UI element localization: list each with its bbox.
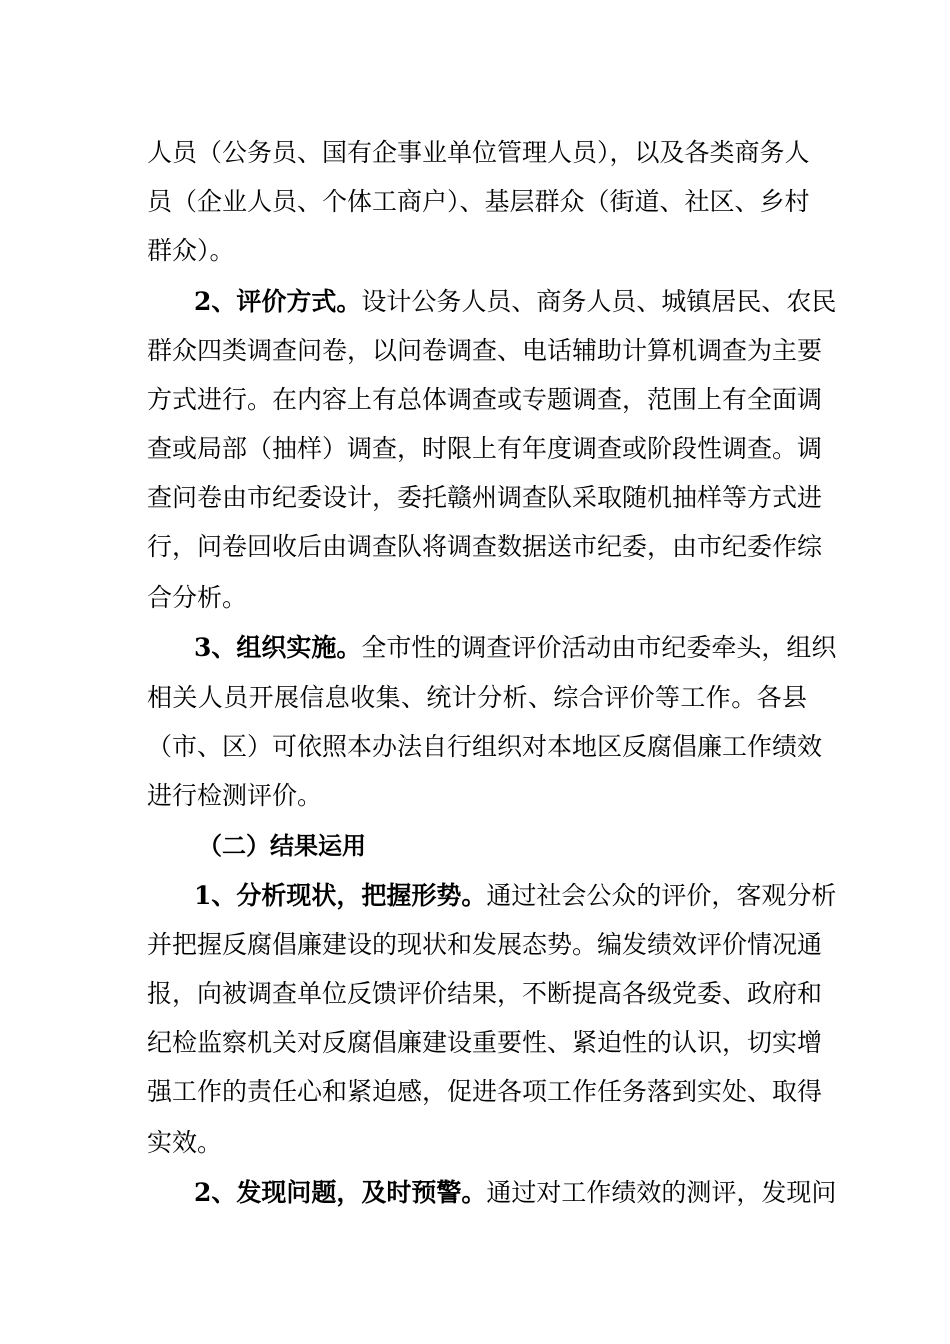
- paragraph-first-line: [194, 871, 837, 921]
- text-line: 人员（公务员、国有企事业单位管理人员），以及各类商务人: [147, 138, 810, 167]
- text-line: 强工作的责任心和紧迫感，促进各项工作任务落到实处、取得: [147, 1077, 823, 1106]
- text-line: 相关人员开展信息收集、统计分析、综合评价等工作。各县: [147, 683, 807, 712]
- text-line: 群众）。: [147, 236, 235, 265]
- paragraph-text: 设计公务人员、商务人员、城镇居民、农民: [361, 287, 837, 316]
- text-line: 并把握反腐倡廉建设的现状和发展态势。编发绩效评价情况通: [147, 930, 823, 959]
- text-line: 员（企业人员、个体工商户）、基层群众（街道、社区、乡村: [147, 187, 810, 216]
- text-line: 群众四类调查问卷，以问卷调查、电话辅助计算机调查为主要: [147, 336, 823, 365]
- paragraph-heading: 2、评价方式。: [194, 287, 362, 316]
- text-line: 方式进行。在内容上有总体调查或专题调查，范围上有全面调: [147, 385, 823, 414]
- text-line: 查问卷由市纪委设计，委托赣州调查队采取随机抽样等方式进: [147, 483, 823, 512]
- paragraph-text: 全市性的调查评价活动由市纪委牵头，组织: [361, 633, 837, 662]
- text-line: 纪检监察机关对反腐倡廉建设重要性、紧迫性的认识，切实增: [147, 1028, 823, 1057]
- text-line: 进行检测评价。: [147, 781, 323, 810]
- text-line: （市、区）可依照本办法自行组织对本地区反腐倡廉工作绩效: [147, 732, 823, 761]
- paragraph-text: 通过对工作绩效的测评，发现问: [486, 1178, 837, 1207]
- paragraph-text: 通过社会公众的评价，客观分析: [486, 881, 837, 910]
- text-line: 报，向被调查单位反馈评价结果，不断提高各级党委、政府和: [147, 979, 823, 1008]
- paragraph-heading: 1、分析现状，把握形势。: [194, 881, 487, 910]
- paragraph-heading: 2、发现问题，及时预警。: [194, 1178, 487, 1207]
- paragraph-heading: 3、组织实施。: [194, 633, 362, 662]
- paragraph-first-line: [194, 1168, 837, 1218]
- paragraph-first-line: [194, 623, 837, 673]
- text-line: 查或局部（抽样）调查，时限上有年度调查或阶段性调查。调: [147, 434, 823, 463]
- text-line: 行，问卷回收后由调查队将调查数据送市纪委，由市纪委作综: [147, 532, 823, 561]
- text-line: 实效。: [147, 1128, 223, 1157]
- text-line: 合分析。: [147, 583, 248, 612]
- section-heading: （二）结果运用: [198, 831, 366, 860]
- paragraph-first-line: [194, 277, 837, 327]
